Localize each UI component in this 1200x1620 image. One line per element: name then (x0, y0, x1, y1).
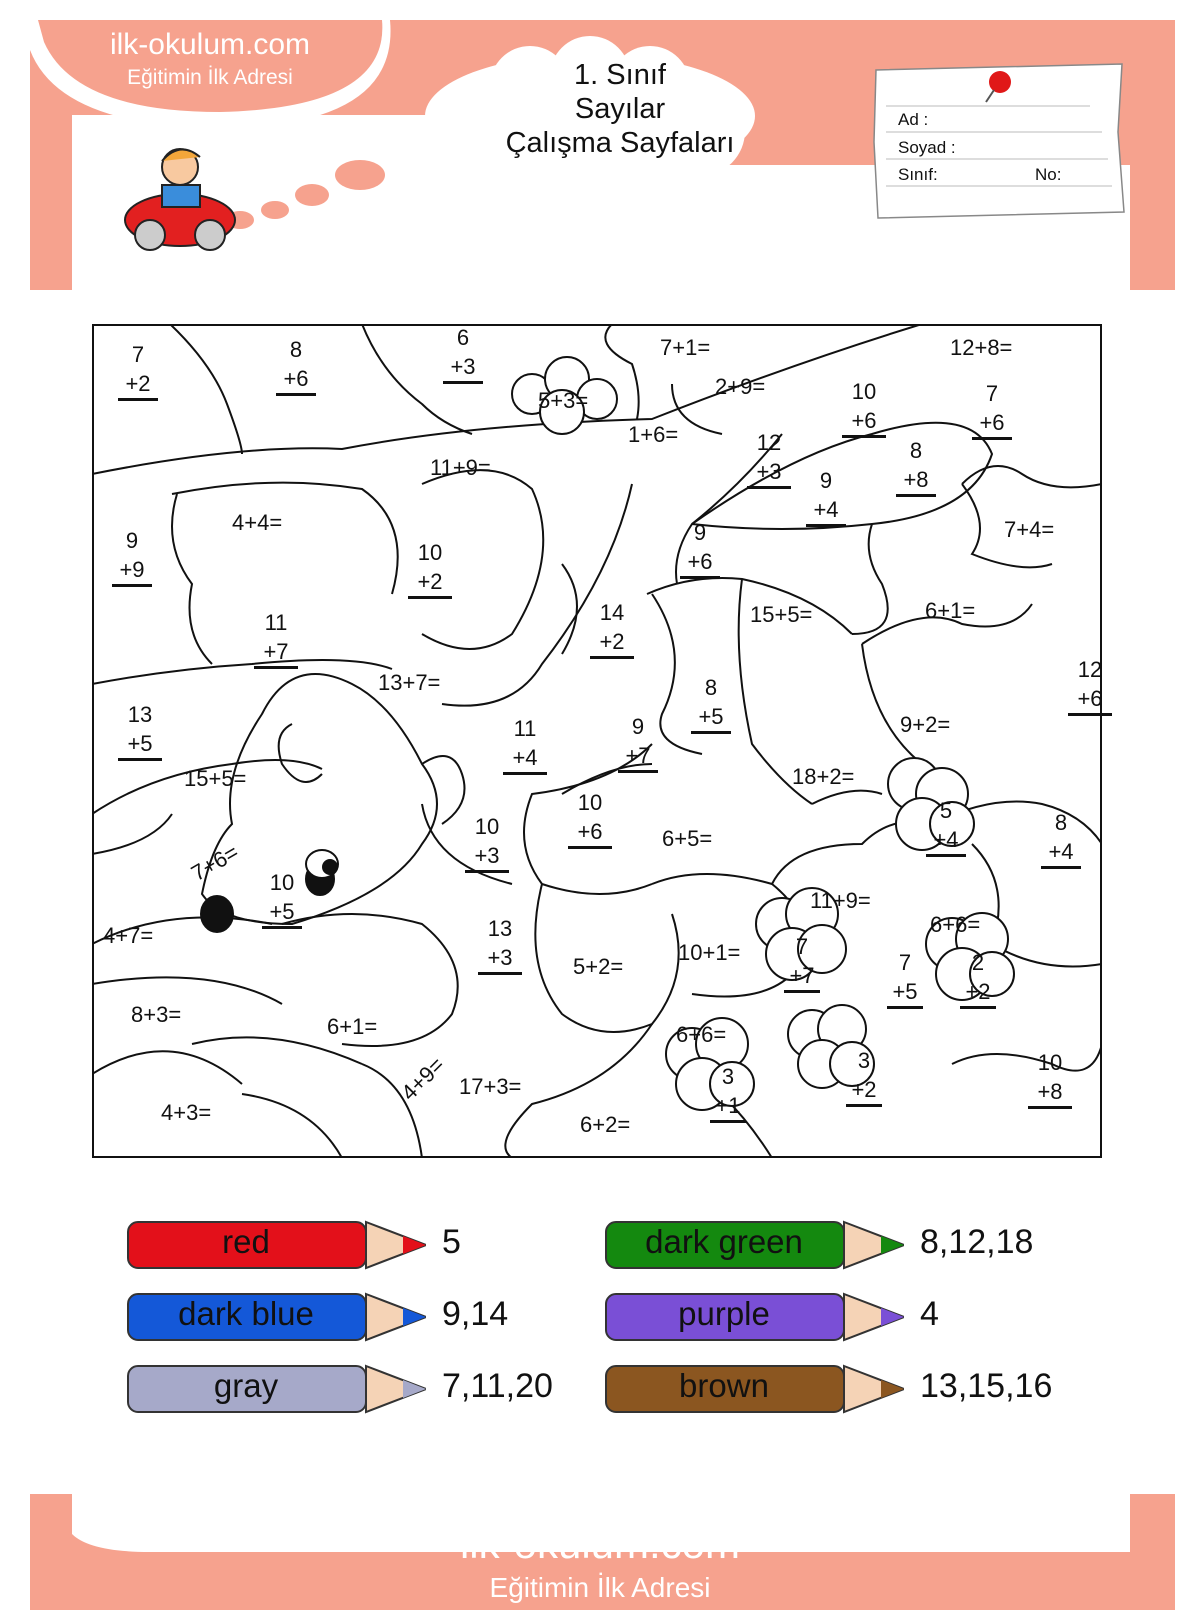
puzzle-bottom: +2 (118, 370, 158, 401)
puzzle-top: 10 (417, 540, 443, 565)
puzzle-stack (784, 932, 820, 993)
puzzle-top: 14 (599, 600, 625, 625)
puzzle-inline: 9+2= (900, 712, 951, 737)
puzzle-bottom: +2 (960, 978, 996, 1009)
puzzle-top: 9 (631, 714, 645, 739)
puzzle-inline: 15+5= (184, 766, 247, 791)
puzzle-stack (1068, 655, 1112, 716)
puzzle-bottom: +4 (1041, 838, 1081, 869)
coloring-picture (92, 324, 1102, 1158)
puzzle-stack (478, 914, 522, 975)
puzzle-bottom: +8 (896, 466, 936, 497)
puzzle-bottom: +5 (887, 978, 923, 1009)
number-label: No: (1035, 165, 1062, 184)
puzzle-bottom: +5 (691, 703, 731, 734)
logo-tagline: Eğitimin İlk Adresi (127, 66, 293, 89)
puzzle-bottom: +3 (465, 842, 509, 873)
puzzle-bottom: +7 (618, 742, 658, 773)
puzzle-inline: 1+6= (628, 422, 679, 447)
puzzle-stack (503, 714, 547, 775)
puzzle-bottom: +6 (842, 407, 886, 438)
puzzle-top: 7 (795, 934, 809, 959)
puzzle-bottom: +8 (1028, 1078, 1072, 1109)
puzzle-top: 10 (851, 379, 877, 404)
puzzle-bottom: +5 (118, 730, 162, 761)
legend-values: 4 (920, 1295, 939, 1333)
puzzle-bottom: +4 (806, 496, 846, 527)
legend-color-label: purple (678, 1295, 770, 1332)
puzzle-top: 8 (704, 675, 718, 700)
puzzle-bottom: +2 (408, 568, 452, 599)
cloud-bubbles (220, 150, 400, 240)
worksheet-title (470, 58, 770, 160)
puzzle-stack (590, 598, 634, 659)
puzzle-top: 10 (1037, 1050, 1063, 1075)
puzzle-bottom: +1 (710, 1092, 746, 1123)
puzzle-inline: 11+9= (430, 455, 491, 480)
puzzle-top: 8 (1054, 810, 1068, 835)
puzzle-stack (842, 377, 886, 438)
legend-color-label: red (222, 1223, 270, 1260)
puzzle-inline: 6+2= (580, 1112, 631, 1137)
puzzle-inline: 4+9= (396, 1052, 450, 1106)
puzzle-bottom: +5 (262, 898, 302, 929)
puzzle-stack (887, 948, 923, 1009)
puzzle-top: 3 (721, 1064, 735, 1089)
puzzle-bottom: +3 (443, 353, 483, 384)
footer-site[interactable]: ilk-okulum.com (459, 1520, 741, 1567)
puzzle-inline: 10+1= (678, 940, 741, 965)
puzzle-stack (710, 1062, 746, 1123)
surname-label: Soyad : (898, 138, 956, 157)
puzzle-inline: 4+4= (232, 510, 283, 535)
puzzle-top: 13 (487, 916, 513, 941)
puzzle-inline: 6+6= (930, 912, 981, 937)
puzzle-inline: 7+4= (1004, 517, 1055, 542)
legend-values: 8,12,18 (920, 1223, 1034, 1261)
puzzle-inline: 6+1= (925, 598, 976, 623)
puzzle-stack (846, 1046, 882, 1107)
title-line: 1. Sınıf (574, 59, 666, 91)
puzzle-stack (747, 428, 791, 489)
puzzle-inline: 6+5= (662, 826, 713, 851)
puzzle-stack (896, 436, 936, 497)
puzzle-stack (960, 948, 996, 1009)
puzzle-bottom: +6 (1068, 685, 1112, 716)
puzzle-stack (972, 379, 1012, 440)
puzzle-bottom: +7 (784, 962, 820, 993)
puzzle-top: 9 (693, 520, 707, 545)
puzzle-inline: 8+3= (131, 1002, 182, 1027)
puzzle-bottom: +7 (254, 638, 298, 669)
puzzle-top: 12 (1077, 657, 1103, 682)
kid-car-illustration (120, 135, 240, 255)
legend-color-label: dark blue (178, 1295, 314, 1332)
puzzle-stack (443, 323, 483, 384)
puzzle-top: 11 (264, 610, 288, 635)
puzzle-inline: 12+8= (950, 335, 1013, 360)
puzzle-stack (680, 518, 720, 579)
footer-tagline: Eğitimin İlk Adresi (489, 1572, 711, 1603)
puzzle-top: 10 (474, 814, 500, 839)
puzzle-bottom: +9 (112, 556, 152, 587)
puzzle-inline: 7+1= (660, 335, 711, 360)
puzzle-top: 10 (269, 870, 295, 895)
puzzle-bottom: +6 (568, 818, 612, 849)
puzzle-top: 2 (971, 950, 985, 975)
puzzle-stack (806, 466, 846, 527)
puzzle-top: 7 (985, 381, 999, 406)
puzzle-inline: 5+3= (538, 388, 589, 413)
puzzle-stack (1041, 808, 1081, 869)
puzzle-top: 9 (125, 528, 139, 553)
puzzle-stack (926, 796, 966, 857)
puzzle-top: 7 (898, 950, 912, 975)
puzzle-inline: 18+2= (792, 764, 855, 789)
puzzle-inline: 6+6= (676, 1022, 727, 1047)
puzzle-inline: 4+7= (103, 923, 154, 948)
puzzle-inline: 11+9= (810, 888, 871, 913)
logo-site[interactable]: ilk-okulum.com (109, 28, 311, 61)
puzzle-bottom: +4 (503, 744, 547, 775)
puzzle-inline: 4+3= (161, 1100, 212, 1125)
puzzle-top: 8 (289, 337, 303, 362)
puzzle-stack (254, 608, 298, 669)
class-label: Sınıf: (898, 165, 938, 184)
puzzle-stack (568, 788, 612, 849)
puzzle-stack (618, 712, 658, 773)
puzzle-stack (465, 812, 509, 873)
puzzle-top: 10 (577, 790, 603, 815)
puzzle-stack (118, 700, 162, 761)
title-line: Çalışma Sayfaları (505, 127, 735, 159)
puzzle-top: 3 (857, 1048, 871, 1073)
puzzle-bottom: +3 (747, 458, 791, 489)
puzzle-stack (691, 673, 731, 734)
puzzle-top: 9 (819, 468, 833, 493)
puzzle-stack (118, 340, 158, 401)
puzzle-bottom: +6 (680, 548, 720, 579)
puzzle-inline: 5+2= (573, 954, 624, 979)
legend-color-label: brown (679, 1367, 769, 1404)
puzzle-top: 8 (909, 438, 923, 463)
puzzle-inline: 17+3= (459, 1074, 522, 1099)
legend-values: 5 (442, 1223, 461, 1261)
name-label: Ad : (898, 110, 929, 129)
puzzle-stack (262, 868, 302, 929)
puzzle-bottom: +6 (276, 365, 316, 396)
puzzle-bottom: +6 (972, 409, 1012, 440)
legend-color-label: dark green (645, 1223, 803, 1260)
legend-color-label: gray (213, 1367, 279, 1404)
puzzle-bottom: +3 (478, 944, 522, 975)
puzzle-top: 5 (939, 798, 953, 823)
legend-values: 13,15,16 (920, 1367, 1053, 1405)
puzzle-stack (276, 335, 316, 396)
puzzle-stack (1028, 1048, 1072, 1109)
puzzle-inline: 15+5= (750, 602, 813, 627)
puzzle-inline: 2+9= (715, 374, 766, 399)
puzzle-bottom: +2 (590, 628, 634, 659)
legend-values: 7,11,20 (442, 1367, 553, 1405)
title-line: Sayılar (574, 93, 666, 125)
puzzle-inline: 13+7= (378, 670, 441, 695)
puzzle-stack (408, 538, 452, 599)
puzzle-stack (112, 526, 152, 587)
puzzle-top: 13 (127, 702, 153, 727)
puzzle-top: 12 (756, 430, 782, 455)
puzzle-top: 7 (131, 342, 145, 367)
puzzle-top: 11 (513, 716, 537, 741)
puzzle-inline: 7+6= (186, 839, 243, 886)
legend-values: 9,14 (442, 1295, 509, 1333)
puzzle-inline: 6+1= (327, 1014, 378, 1039)
puzzle-bottom: +2 (846, 1076, 882, 1107)
puzzle-bottom: +4 (926, 826, 966, 857)
puzzle-top: 6 (456, 325, 470, 350)
